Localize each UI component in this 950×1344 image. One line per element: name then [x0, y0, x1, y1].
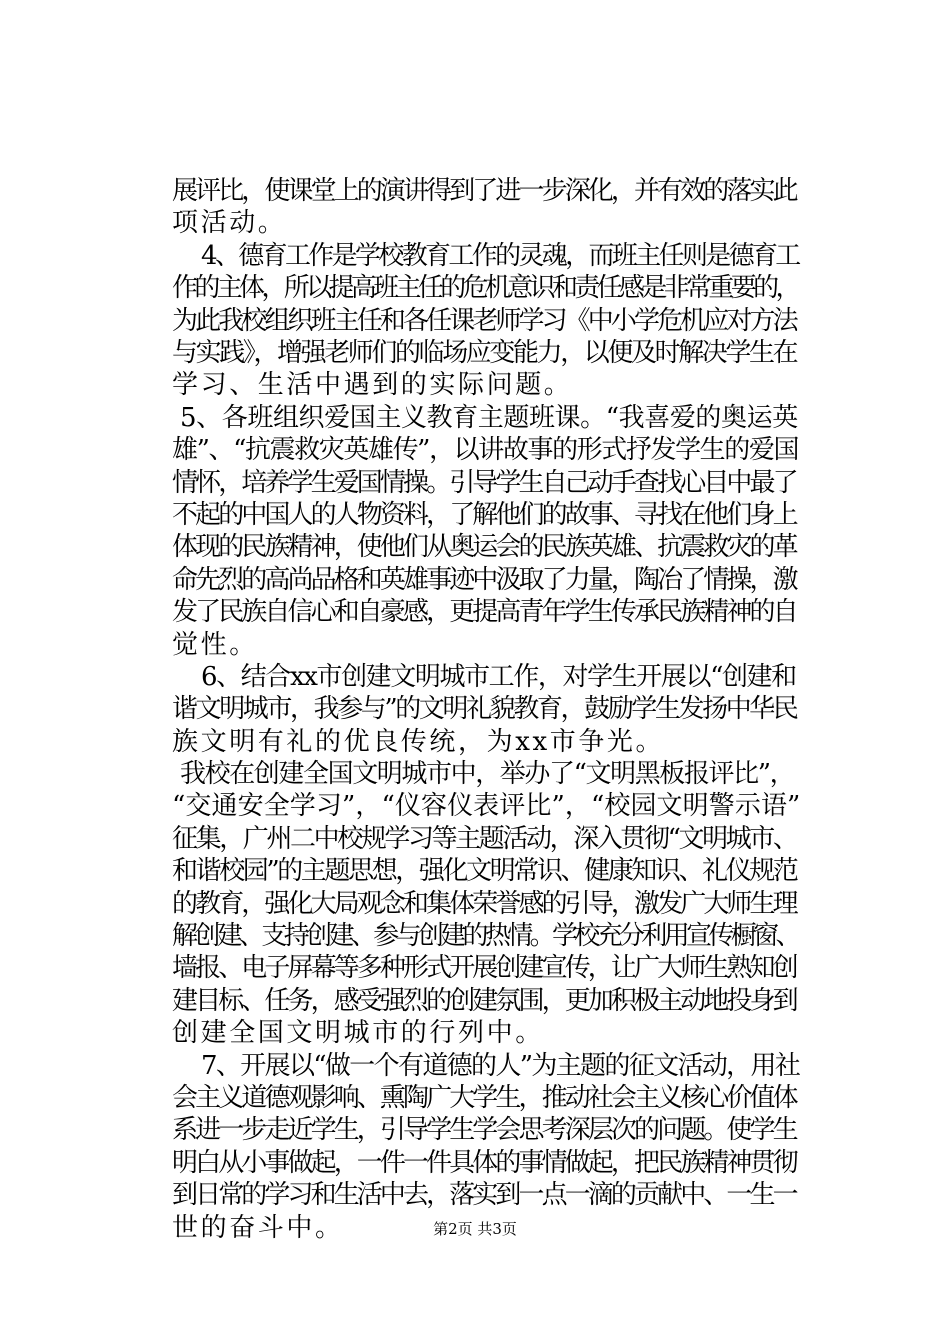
text-line: 谐文明城市，我参与”的文明礼貌教育，鼓励学生发扬中华民: [172, 694, 797, 724]
text-line: 我校在创建全国文明城市中，举办了“文明黑板报评比”，: [180, 759, 795, 789]
text-line: 与实践》，增强老师们的临场应变能力，以便及时解决学生在: [172, 338, 797, 368]
text-line: 和谐校园”的主题思想，强化文明常识、健康知识、礼仪规范: [172, 856, 797, 886]
text-line: 解创建、支持创建、参与创建的热情。学校充分利用宣传橱窗、: [172, 921, 798, 951]
text-line: 作的主体，所以提高班主任的危机意识和责任感是非常重要的，: [172, 273, 798, 303]
text-line: 6、结合xx市创建文明城市工作，对学生开展以“创建和: [201, 662, 796, 692]
text-line: 4、德育工作是学校教育工作的灵魂，而班主任则是德育工: [201, 241, 799, 271]
text-line: 的教育，强化大局观念和集体荣誉感的引导，激发广大师生理: [172, 889, 796, 919]
text-line: 族文明有礼的优良传统，为xx市争光。: [172, 727, 665, 757]
text-line: 世的奋斗中。: [172, 1213, 344, 1243]
text-line: 体现的民族精神，使他们从奥运会的民族英雄、抗震救灾的革: [172, 532, 796, 562]
text-line: 到日常的学习和生活中去，落实到一点一滴的贡献中、一生一: [172, 1180, 796, 1210]
text-line: 不起的中国人的人物资料，了解他们的故事、寻找在他们身上: [172, 500, 796, 530]
text-line: 觉性。: [172, 630, 258, 660]
text-line: 7、开展以“做一个有道德的人”为主题的征文活动，用社: [201, 1051, 800, 1081]
text-line: 学习、生活中遇到的实际问题。: [172, 370, 573, 400]
text-line: 建目标、任务，感受强烈的创建氛围，更加积极主动地投身到: [172, 986, 796, 1016]
text-line: 项活动。: [172, 208, 287, 238]
text-line: 命先烈的高尚品格和英雄事迹中汲取了力量，陶冶了情操，激: [172, 565, 796, 595]
text-line: 征集，广州二中校规学习等主题活动，深入贯彻“文明城市、: [172, 824, 797, 854]
text-line: “交通安全学习”，“仪容仪表评比”，“校园文明警示语”: [172, 791, 801, 821]
text-line: 5、各班组织爱国主义教育主题班课。“我喜爱的奥运英: [180, 403, 798, 433]
text-line: 雄”、“抗震救灾英雄传”，以讲故事的形式抒发学生的爱国: [172, 435, 799, 465]
text-line: 明白从小事做起，一件一件具体的事情做起，把民族精神贯彻: [172, 1148, 796, 1178]
page-number-footer: 第2页 共3页: [433, 1220, 517, 1238]
text-line: 展评比，使课堂上的演讲得到了进一步深化，并有效的落实此: [172, 176, 796, 206]
text-line: 发了民族自信心和自豪感，更提高青年学生传承民族精神的自: [172, 597, 796, 627]
text-line: 情怀，培养学生爱国情操。引导学生自己动手查找心目中最了: [172, 468, 796, 498]
text-line: 为此我校组织班主任和各任课老师学习《中小学危机应对方法: [172, 306, 796, 336]
text-line: 墙报、电子屏幕等多种形式开展创建宣传，让广大师生熟知创: [172, 953, 796, 983]
text-line: 会主义道德观影响、熏陶广大学生，推动社会主义核心价值体: [172, 1083, 796, 1113]
text-line: 系进一步走近学生，引导学生学会思考深层次的问题。使学生: [172, 1115, 796, 1145]
text-line: 创建全国文明城市的行列中。: [172, 1018, 544, 1048]
